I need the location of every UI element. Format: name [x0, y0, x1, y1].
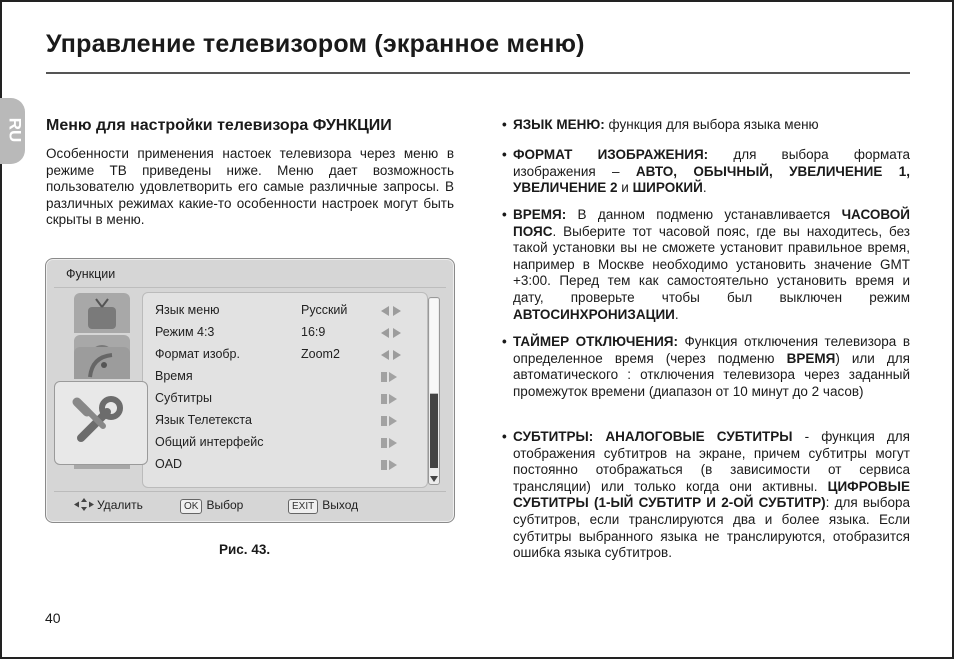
satellite-dish-icon[interactable]	[74, 347, 130, 379]
osd-row-label: Язык Телетекста	[155, 413, 252, 427]
osd-row-label: Режим 4:3	[155, 325, 215, 339]
tv-icon[interactable]	[74, 293, 130, 333]
bullet-text: : для выбора субтитров, если транслируются два и более языка. Если субтитры выбранного языка не транслируются, отобразится ошибка языка субтитров.	[513, 495, 911, 561]
tv-osd-functions-menu	[45, 258, 455, 523]
bullet-text: функция для выбора языка меню	[604, 117, 819, 132]
bullet-option-wide: ШИРОКИЙ	[632, 180, 703, 196]
bullet-time	[502, 207, 910, 323]
left-right-arrows-icon[interactable]	[379, 305, 403, 317]
osd-title: Функции	[66, 267, 116, 281]
language-tab-label: RU	[5, 117, 25, 143]
bullet-text: ) или для автоматического : отключения телевизора через заданный промежуток времени (диапазон от 10 минут до 2 часов)	[513, 350, 910, 399]
ok-key-icon: OK	[180, 499, 202, 514]
osd-settings-list	[142, 292, 428, 488]
osd-footer	[46, 497, 454, 515]
osd-row-menu-language[interactable]	[155, 301, 419, 321]
bullet-picture-format	[502, 147, 910, 197]
osd-row-teletext-language[interactable]	[155, 411, 419, 431]
osd-scrollbar-thumb[interactable]	[430, 299, 438, 394]
osd-footer-select	[180, 498, 243, 514]
tools-icon[interactable]	[54, 381, 148, 465]
bullet-term: ФОРМАТ ИЗОБРАЖЕНИЯ:	[513, 147, 709, 162]
enter-submenu-icon[interactable]	[379, 393, 403, 405]
page-number: 40	[45, 610, 61, 626]
bullet-keyword: АВТОСИНХРОНИЗАЦИИ	[513, 306, 675, 322]
bullet-keyword: ЦИФРОВЫЕ СУБТИТРЫ (1-ЫЙ СУБТИТР И 2-ОЙ СУБТИТР)	[513, 478, 910, 511]
bullet-text: - функция для отображения субтитров на экране, причем субтитры могут постоянно отображаться (в зависимости от сервиса трансляции) или только когда они активны.	[513, 429, 910, 494]
osd-footer-exit	[288, 498, 358, 514]
osd-category-icons	[54, 291, 144, 471]
osd-row-label: Общий интерфейс	[155, 435, 264, 449]
bullet-dot: •	[502, 117, 507, 132]
bullet-keyword: ЧАСОВОЙ ПОЯС	[513, 207, 910, 239]
page-title: Управление телевизором (экранное меню)	[46, 30, 585, 58]
osd-row-picture-format[interactable]	[155, 345, 419, 365]
osd-scrollbar[interactable]	[428, 297, 440, 485]
left-right-arrows-icon[interactable]	[379, 327, 403, 339]
bullet-dot: •	[502, 429, 507, 444]
bullet-text: .	[702, 180, 707, 196]
bullet-subtitles	[502, 429, 910, 562]
left-right-arrows-icon[interactable]	[379, 349, 403, 361]
bullet-term: ЯЗЫК МЕНЮ:	[513, 117, 605, 132]
enter-submenu-icon[interactable]	[379, 371, 403, 383]
bullet-options: АВТО, ОБЫЧНЫЙ, УВЕЛИЧЕНИЕ 1, УВЕЛИЧЕНИЕ 2	[513, 163, 910, 196]
bullet-dot: •	[502, 334, 507, 349]
bullet-text: и	[617, 180, 633, 196]
bullet-term: ВРЕМЯ:	[513, 207, 567, 222]
exit-key-icon: EXIT	[288, 499, 318, 514]
scroll-down-arrow-icon[interactable]	[430, 476, 438, 482]
osd-row-mode-4-3[interactable]	[155, 323, 419, 343]
osd-row-value: 16:9	[301, 325, 326, 339]
osd-footer-exit-label: Выход	[322, 498, 359, 512]
osd-title-divider	[54, 287, 446, 288]
osd-row-label: Субтитры	[155, 391, 212, 405]
title-divider	[46, 72, 910, 74]
bullet-text: .	[674, 306, 679, 322]
bullet-dot: •	[502, 147, 507, 162]
section-heading: Меню для настройки телевизора ФУНКЦИИ	[46, 117, 392, 134]
osd-row-label: Формат изобр.	[155, 347, 240, 361]
bullet-text: . Выберите тот часовой пояс, где вы находитесь, без такой установки вы не сможете установит правильное время, например в Москве необходимо установить значение GMT +3:00. Перед тем как самостоятельно установить время и дату, проверьте чтобы был выключен режим	[513, 223, 910, 305]
bullet-text: Функция отключения телевизора в определенное время (через подменю	[513, 334, 910, 366]
osd-footer-divider	[54, 491, 446, 492]
osd-row-label: Язык меню	[155, 303, 220, 317]
enter-submenu-icon[interactable]	[379, 437, 403, 449]
osd-row-common-interface[interactable]	[155, 433, 419, 453]
bullet-keyword: ВРЕМЯ	[786, 350, 836, 366]
osd-row-value: Русский	[301, 303, 348, 317]
bullet-sleep-timer	[502, 334, 910, 400]
page-frame-top	[0, 0, 954, 2]
osd-row-oad[interactable]	[155, 455, 419, 475]
osd-row-label: OAD	[155, 457, 183, 471]
intro-paragraph: Особенности применения настоек телевизора через меню в режиме ТВ приведены ниже. Меню дает возможность пользователю удовлетворить его самые различные запросы. В различных режимах какие-то особенности настроек могут быть скрыты в меню.	[46, 146, 454, 228]
bullet-menu-language	[502, 117, 910, 134]
bullet-term: СУБТИТРЫ: АНАЛОГОВЫЕ СУБТИТРЫ	[513, 429, 793, 444]
enter-submenu-icon[interactable]	[379, 459, 403, 471]
osd-row-label: Время	[155, 369, 193, 383]
language-tab	[0, 98, 25, 164]
bullet-text: В данном подменю устанавливается	[566, 207, 842, 222]
enter-submenu-icon[interactable]	[379, 415, 403, 427]
osd-row-subtitles[interactable]	[155, 389, 419, 409]
osd-footer-delete	[74, 498, 143, 512]
osd-footer-select-label: Выбор	[206, 498, 244, 512]
osd-scrollbar-track	[430, 394, 438, 468]
osd-row-value: Zoom2	[301, 347, 340, 361]
osd-footer-delete-label: Удалить	[97, 498, 143, 512]
figure-caption: Рис. 43.	[219, 542, 271, 557]
bullet-text: для выбора формата изображения –	[513, 147, 910, 179]
bullet-dot: •	[502, 207, 507, 222]
osd-row-time[interactable]	[155, 367, 419, 387]
bullet-term: ТАЙМЕР ОТКЛЮЧЕНИЯ:	[513, 334, 678, 349]
navigation-diamond-icon	[74, 498, 94, 511]
